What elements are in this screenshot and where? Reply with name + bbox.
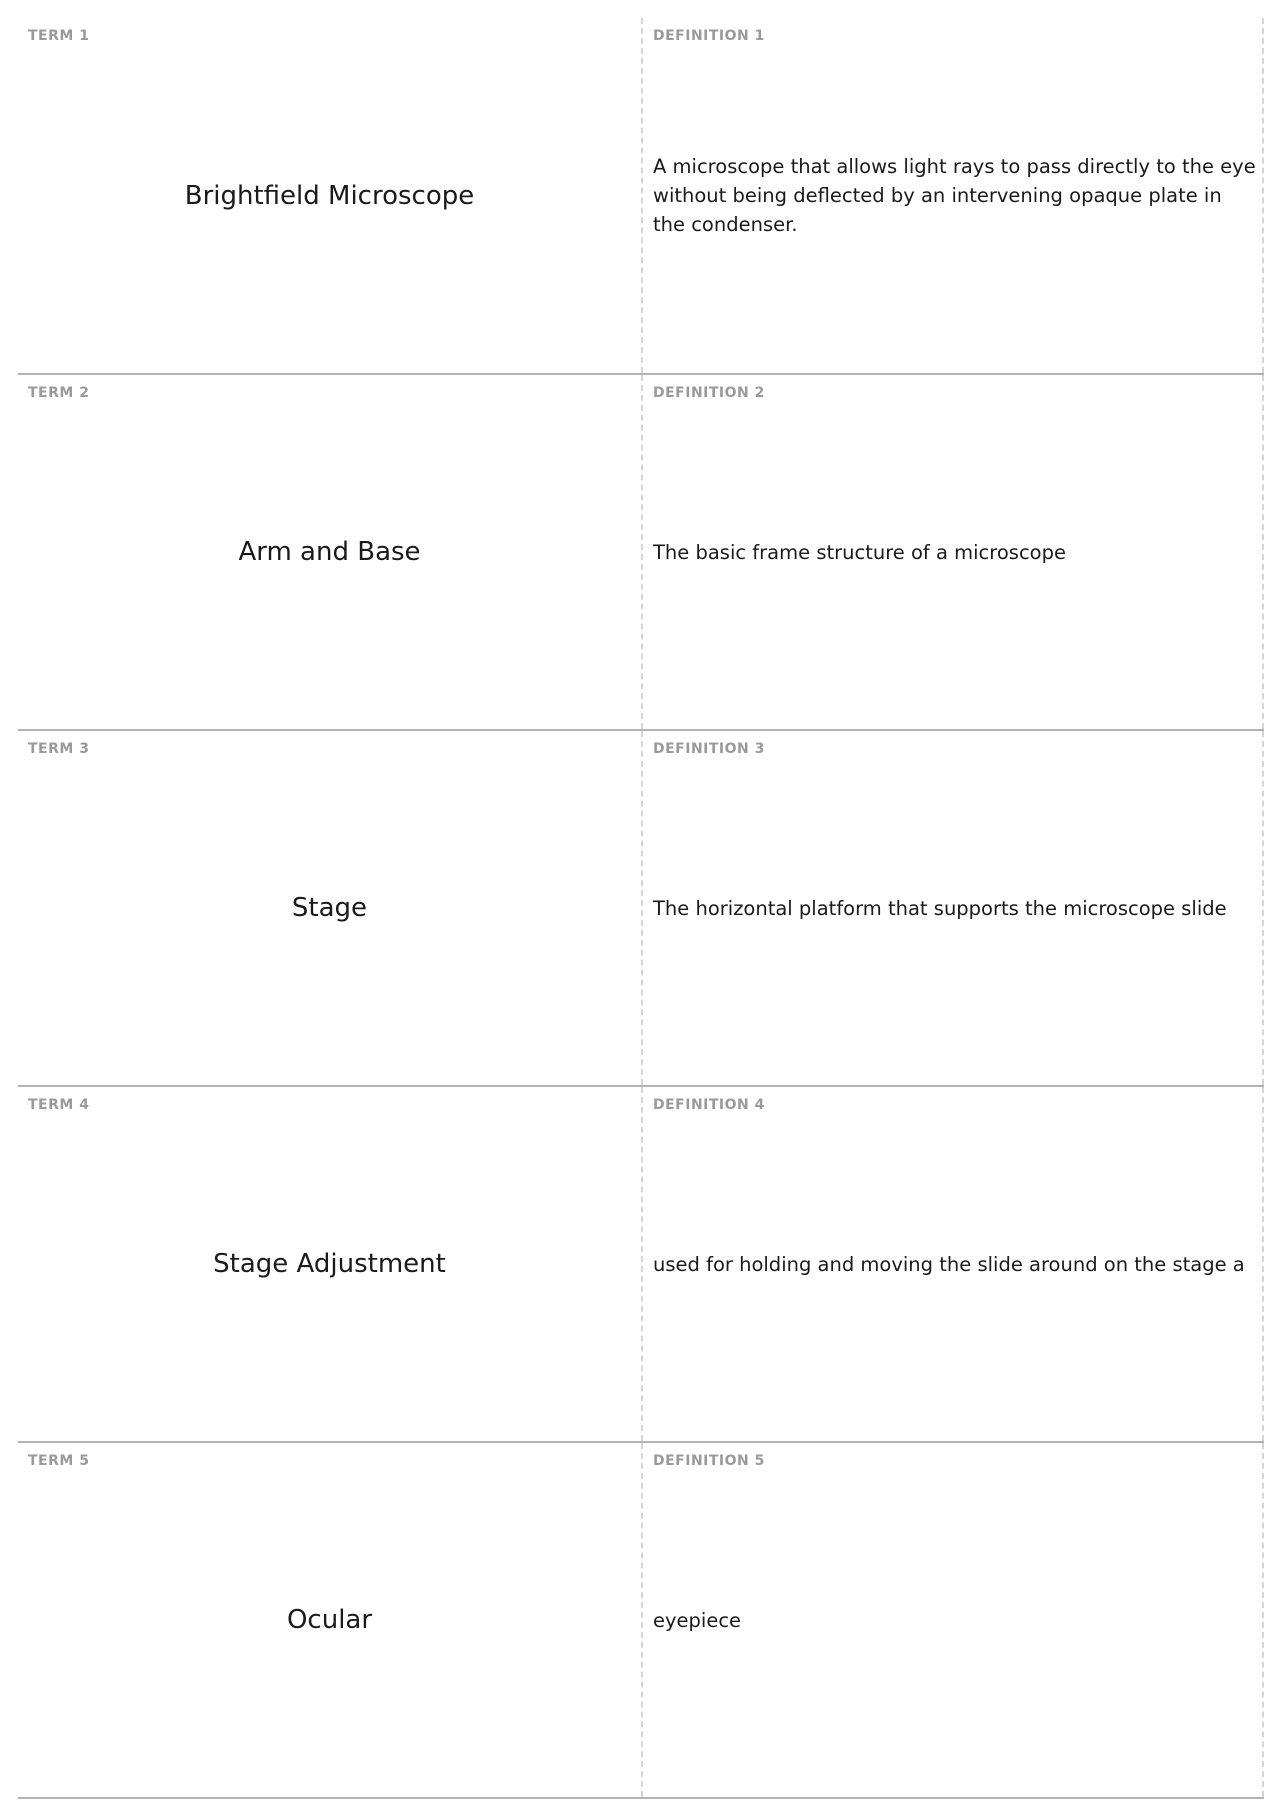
definition-text: The basic frame structure of a microscope: [653, 540, 1066, 564]
definition-cell: [643, 18, 1264, 373]
flashcard-sheet: [18, 18, 1264, 1803]
term-cell: [18, 731, 643, 1085]
term-text: Stage Adjustment: [213, 1249, 446, 1279]
term-text: Ocular: [286, 1605, 373, 1635]
definition-label: DEFINITION 5: [653, 1453, 765, 1469]
definition-cell: [643, 731, 1264, 1085]
term-text: Brightfield Microscope: [184, 180, 475, 211]
flashcard-row: [18, 18, 1264, 375]
flashcard-row: [18, 1443, 1264, 1799]
definition-label: DEFINITION 1: [653, 28, 765, 44]
definition-cell: [643, 1087, 1264, 1441]
term-label: TERM 4: [28, 1097, 90, 1113]
flashcard-row: [18, 375, 1264, 731]
definition-label: DEFINITION 4: [653, 1097, 765, 1113]
definition-text: The horizontal platform that supports the microscope slide: [653, 896, 1227, 920]
term-cell: [18, 1443, 643, 1797]
definition-cell: [643, 375, 1264, 729]
definition-cell: [643, 1443, 1264, 1797]
term-text: Arm and Base: [238, 537, 421, 567]
term-cell: [18, 18, 643, 373]
term-text: Stage: [291, 893, 368, 923]
definition-label: DEFINITION 2: [653, 385, 765, 401]
term-label: TERM 3: [28, 741, 90, 757]
definition-text: used for holding and moving the slide around on the stage a: [653, 1252, 1245, 1276]
flashcard-row: [18, 1087, 1264, 1443]
term-cell: [18, 1087, 643, 1441]
term-cell: [18, 375, 643, 729]
term-label: TERM 1: [28, 28, 90, 44]
definition-label: DEFINITION 3: [653, 741, 765, 757]
term-label: TERM 5: [28, 1453, 90, 1469]
term-label: TERM 2: [28, 385, 90, 401]
definition-text: eyepiece: [653, 1608, 742, 1632]
definition-text: A microscope that allows light rays to pass directly to the eye without being deflected by an intervening opaque plate in the condenser.: [653, 155, 1256, 236]
flashcard-row: [18, 731, 1264, 1087]
